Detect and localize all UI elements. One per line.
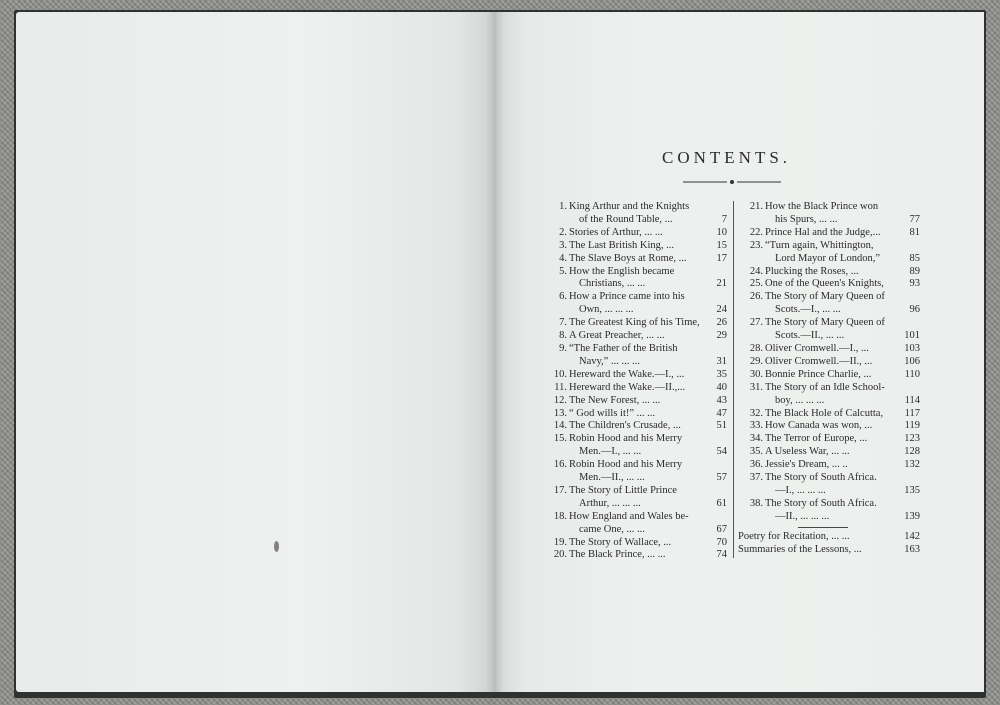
entry-page: 74 bbox=[716, 549, 727, 561]
entry-number: 27. bbox=[749, 317, 763, 329]
entry-line bbox=[765, 214, 920, 227]
entry-body bbox=[765, 382, 920, 408]
entry-body bbox=[765, 317, 920, 343]
entry-line bbox=[765, 485, 920, 498]
entry-line bbox=[569, 433, 727, 446]
entry-title: How Canada was won, ... bbox=[765, 420, 873, 432]
entry-line bbox=[569, 395, 727, 408]
contents-title: CONTENTS. bbox=[662, 148, 792, 167]
entry-body bbox=[569, 433, 727, 459]
entry-number: 25. bbox=[749, 278, 763, 290]
entry-body bbox=[765, 278, 920, 291]
entry-title: Men.—I., ... ... bbox=[579, 446, 642, 458]
entry-line bbox=[569, 459, 727, 472]
entry-number: 33. bbox=[749, 420, 763, 432]
toc-entry bbox=[738, 343, 920, 356]
toc-entry bbox=[738, 459, 920, 472]
entry-number: 5. bbox=[559, 265, 567, 277]
entry-page: 15 bbox=[716, 239, 727, 251]
entry-page: 26 bbox=[716, 317, 727, 329]
entry-line bbox=[569, 253, 727, 266]
entry-line bbox=[569, 317, 727, 330]
entry-line bbox=[765, 317, 920, 330]
entry-page: 70 bbox=[716, 536, 727, 548]
entry-number: 19. bbox=[553, 536, 567, 548]
entry-title: Robin Hood and his Merry bbox=[569, 433, 683, 445]
toc-entry bbox=[738, 408, 920, 421]
entry-number: 22. bbox=[749, 226, 763, 238]
toc-entry bbox=[738, 201, 920, 227]
entry-line bbox=[765, 201, 920, 214]
entry-line bbox=[569, 227, 727, 240]
entry-title: Robin Hood and his Merry bbox=[569, 459, 683, 471]
entry-body bbox=[765, 369, 920, 382]
entry-line bbox=[765, 253, 920, 266]
entry-page: 17 bbox=[716, 252, 727, 264]
entry-line bbox=[569, 330, 727, 343]
entry-line bbox=[765, 369, 920, 382]
ornament-divider bbox=[683, 178, 781, 186]
entry-page: 103 bbox=[904, 342, 920, 354]
entry-number: 35. bbox=[749, 446, 763, 458]
toc-entry bbox=[738, 240, 920, 266]
entry-body bbox=[765, 343, 920, 356]
entry-line bbox=[569, 420, 727, 433]
entry-page: 110 bbox=[904, 368, 920, 380]
entry-title: Oliver Cromwell.—II., ... bbox=[765, 355, 873, 367]
entry-number: 23. bbox=[749, 239, 763, 251]
entry-number: 10. bbox=[553, 368, 567, 380]
entry-line bbox=[569, 369, 727, 382]
entry-number: 4. bbox=[559, 252, 567, 264]
entry-body bbox=[765, 459, 920, 472]
entry-page bbox=[916, 317, 920, 330]
entry-line bbox=[569, 343, 727, 356]
entry-number: 28. bbox=[749, 342, 763, 354]
entry-body bbox=[765, 446, 920, 459]
entry-title: Own, ... ... ... bbox=[579, 304, 634, 316]
entry-title: The Story of Little Prince bbox=[569, 484, 677, 496]
entry-title: One of the Queen's Knights, bbox=[765, 278, 884, 290]
entry-body bbox=[569, 240, 727, 253]
entry-number: 3. bbox=[559, 239, 567, 251]
toc-entry bbox=[542, 317, 727, 330]
toc-entry bbox=[542, 537, 727, 550]
entry-line bbox=[569, 201, 727, 214]
book-spine bbox=[486, 12, 504, 692]
entry-number: 2. bbox=[559, 226, 567, 238]
toc-extra-entry bbox=[738, 531, 920, 544]
toc-entry bbox=[738, 472, 920, 498]
entry-body bbox=[569, 511, 727, 537]
entry-body bbox=[765, 408, 920, 421]
entry-line bbox=[569, 304, 727, 317]
entry-line bbox=[765, 382, 920, 395]
entry-line bbox=[765, 395, 920, 408]
entry-number: 30. bbox=[749, 368, 763, 380]
entry-line bbox=[569, 266, 727, 279]
entry-title: Men.—II., ... ... bbox=[579, 472, 645, 484]
entry-title: Plucking the Roses, ... bbox=[765, 265, 859, 277]
entry-body bbox=[569, 459, 727, 485]
entry-title: Lord Mayor of London,” bbox=[775, 252, 880, 264]
toc-extras bbox=[738, 531, 920, 557]
entry-title: “ God wills it!” ... ... bbox=[569, 407, 656, 419]
entry-line bbox=[569, 498, 727, 511]
entry-line bbox=[765, 343, 920, 356]
entry-page bbox=[916, 291, 920, 304]
entry-number: 31. bbox=[749, 381, 763, 393]
entry-title: The Story of Mary Queen of bbox=[765, 291, 885, 303]
entry-body bbox=[569, 420, 727, 433]
toc-entry bbox=[542, 382, 727, 395]
entry-page: 119 bbox=[904, 420, 920, 432]
toc-entry bbox=[542, 291, 727, 317]
entry-title: A Great Preacher, ... ... bbox=[569, 330, 665, 342]
entry-title: Scots.—II., ... ... bbox=[775, 330, 845, 342]
entry-page: 57 bbox=[716, 472, 727, 484]
entry-page: 132 bbox=[904, 459, 920, 471]
entry-line bbox=[569, 511, 727, 524]
toc-entry bbox=[542, 369, 727, 382]
entry-page: 54 bbox=[716, 446, 727, 458]
entry-title: How a Prince came into his bbox=[569, 291, 685, 303]
entry-page bbox=[916, 201, 920, 214]
entry-page: 43 bbox=[716, 394, 727, 406]
entry-line bbox=[569, 472, 727, 485]
entry-title: Christians, ... ... bbox=[579, 278, 646, 290]
entry-title: The Story of South Africa. bbox=[765, 472, 877, 484]
entry-page: 135 bbox=[904, 484, 920, 496]
entry-line bbox=[765, 446, 920, 459]
entry-title: Jessie's Dream, ... .. bbox=[765, 459, 848, 471]
entry-page bbox=[723, 343, 727, 356]
entry-title: —II., ... ... ... bbox=[775, 510, 830, 522]
entry-number: 14. bbox=[553, 420, 567, 432]
toc-entry bbox=[542, 201, 727, 227]
entry-number: 1. bbox=[559, 201, 567, 212]
entry-page: 7 bbox=[721, 213, 727, 225]
toc-entry bbox=[542, 420, 727, 433]
toc-entry bbox=[738, 291, 920, 317]
entry-line bbox=[765, 304, 920, 317]
entry-page: 24 bbox=[716, 304, 727, 316]
entry-line bbox=[569, 240, 727, 253]
entry-title: The Black Prince, ... ... bbox=[569, 549, 666, 561]
toc-entry bbox=[738, 498, 920, 524]
entry-body bbox=[569, 537, 727, 550]
entry-title: How the Black Prince won bbox=[765, 201, 879, 212]
entry-page: 31 bbox=[716, 355, 727, 367]
entry-line bbox=[765, 433, 920, 446]
entry-number: 21. bbox=[749, 201, 763, 212]
entry-body bbox=[765, 472, 920, 498]
entry-title: A Useless War, ... ... bbox=[765, 446, 850, 458]
entry-page: 29 bbox=[716, 330, 727, 342]
entry-title: The Story of Mary Queen of bbox=[765, 317, 885, 329]
entry-title: “Turn again, Whittington, bbox=[765, 239, 874, 251]
entry-page bbox=[723, 433, 727, 446]
entry-page: 85 bbox=[909, 252, 920, 264]
toc-entry bbox=[738, 317, 920, 343]
entry-line bbox=[569, 356, 727, 369]
entry-body bbox=[569, 343, 727, 369]
entry-page: 117 bbox=[904, 407, 920, 419]
entry-title: How England and Wales be- bbox=[569, 510, 689, 522]
entry-body bbox=[569, 549, 727, 562]
entry-title: boy, ... ... ... bbox=[775, 394, 825, 406]
entry-number: 24. bbox=[749, 265, 763, 277]
entry-title: Navy,” ... ... ... bbox=[579, 355, 640, 367]
entry-title: Prince Hal and the Judge,... bbox=[765, 226, 881, 238]
toc-entry bbox=[542, 433, 727, 459]
entry-body bbox=[569, 330, 727, 343]
entry-title: Summaries of the Lessons, ... bbox=[738, 543, 862, 555]
entry-page bbox=[723, 291, 727, 304]
toc-entry bbox=[738, 266, 920, 279]
entry-line bbox=[569, 278, 727, 291]
entry-title: —I., ... ... ... bbox=[775, 484, 826, 496]
entry-number: 8. bbox=[559, 330, 567, 342]
entry-page: 40 bbox=[716, 381, 727, 393]
toc-entry bbox=[542, 549, 727, 562]
entry-line bbox=[765, 330, 920, 343]
entry-line bbox=[569, 408, 727, 421]
entry-number: 15. bbox=[553, 433, 567, 445]
toc-entry bbox=[738, 446, 920, 459]
entry-line bbox=[569, 382, 727, 395]
entry-title: The Story of an Idle School- bbox=[765, 381, 885, 393]
entry-title: Stories of Arthur, ... ... bbox=[569, 226, 663, 238]
entry-body bbox=[765, 356, 920, 369]
entry-body bbox=[765, 433, 920, 446]
entry-page bbox=[723, 201, 727, 214]
entry-number: 16. bbox=[553, 459, 567, 471]
toc-entry bbox=[738, 278, 920, 291]
entry-body bbox=[765, 266, 920, 279]
entry-title: Oliver Cromwell.—I., ... bbox=[765, 342, 869, 354]
toc-entry bbox=[542, 459, 727, 485]
entry-page: 96 bbox=[909, 304, 920, 316]
entry-body bbox=[765, 227, 920, 240]
paper-stain bbox=[274, 541, 279, 552]
entry-number: 38. bbox=[749, 497, 763, 509]
entry-title: came One, ... ... bbox=[579, 523, 645, 535]
entry-line bbox=[765, 459, 920, 472]
entry-line bbox=[765, 266, 920, 279]
entry-body bbox=[765, 291, 920, 317]
entry-body bbox=[569, 291, 727, 317]
entry-body bbox=[569, 369, 727, 382]
entry-page bbox=[916, 240, 920, 253]
entry-page: 142 bbox=[904, 530, 920, 542]
entry-body bbox=[569, 395, 727, 408]
entry-line bbox=[765, 472, 920, 485]
entry-body bbox=[569, 253, 727, 266]
entry-line bbox=[765, 420, 920, 433]
entry-page: 89 bbox=[909, 265, 920, 277]
column-divider bbox=[733, 201, 734, 558]
entry-title: The Slave Boys at Rome, ... bbox=[569, 252, 687, 264]
entry-page bbox=[916, 382, 920, 395]
entry-number: 26. bbox=[749, 291, 763, 303]
toc-right-entries bbox=[738, 201, 920, 524]
entry-number: 36. bbox=[749, 459, 763, 471]
entry-page: 101 bbox=[904, 330, 920, 342]
entry-page: 81 bbox=[909, 226, 920, 238]
entry-title: Hereward the Wake.—I., ... bbox=[569, 368, 685, 380]
section-rule bbox=[798, 527, 848, 528]
entry-number: 37. bbox=[749, 472, 763, 484]
entry-title: The Story of Wallace, ... bbox=[569, 536, 672, 548]
toc-entry bbox=[542, 253, 727, 266]
entry-title: Poetry for Recitation, ... ... bbox=[738, 530, 850, 542]
entry-page bbox=[916, 472, 920, 485]
entry-title: The Story of South Africa. bbox=[765, 497, 877, 509]
entry-number: 17. bbox=[553, 484, 567, 496]
entry-number: 20. bbox=[553, 549, 567, 561]
entry-page bbox=[723, 459, 727, 472]
entry-line bbox=[569, 485, 727, 498]
entry-body bbox=[765, 420, 920, 433]
entry-page bbox=[723, 511, 727, 524]
toc-entry bbox=[738, 356, 920, 369]
entry-number: 32. bbox=[749, 407, 763, 419]
entry-title: The Children's Crusade, ... bbox=[569, 420, 681, 432]
entry-line bbox=[569, 524, 727, 537]
entry-page: 163 bbox=[904, 543, 920, 555]
entry-page: 35 bbox=[716, 368, 727, 380]
entry-page: 114 bbox=[904, 394, 920, 406]
entry-page: 77 bbox=[909, 213, 920, 225]
entry-body bbox=[569, 227, 727, 240]
entry-line bbox=[765, 291, 920, 304]
entry-body bbox=[569, 485, 727, 511]
entry-page: 123 bbox=[904, 433, 920, 445]
entry-number: 29. bbox=[749, 355, 763, 367]
toc-entry bbox=[542, 408, 727, 421]
entry-line bbox=[765, 498, 920, 511]
entry-title: How the English became bbox=[569, 265, 675, 277]
entry-line bbox=[569, 214, 727, 227]
entry-body bbox=[569, 201, 727, 227]
entry-page bbox=[723, 485, 727, 498]
entry-page: 67 bbox=[716, 523, 727, 535]
entry-title: Bonnie Prince Charlie, ... bbox=[765, 368, 872, 380]
entry-title: Arthur, ... ... ... bbox=[579, 497, 641, 509]
toc-left-column bbox=[542, 201, 727, 562]
entry-line bbox=[765, 227, 920, 240]
entry-title: The Black Hole of Calcutta, bbox=[765, 407, 884, 419]
entry-number: 11. bbox=[554, 381, 567, 393]
toc-entry bbox=[738, 420, 920, 433]
entry-line bbox=[765, 356, 920, 369]
entry-page bbox=[723, 266, 727, 279]
entry-line bbox=[765, 408, 920, 421]
entry-body bbox=[569, 408, 727, 421]
entry-page bbox=[916, 498, 920, 511]
toc-entry bbox=[542, 266, 727, 292]
entry-line bbox=[569, 537, 727, 550]
entry-body bbox=[765, 201, 920, 227]
entry-page: 106 bbox=[904, 355, 920, 367]
toc-entry bbox=[542, 395, 727, 408]
toc-entry bbox=[738, 433, 920, 446]
toc-entry bbox=[542, 227, 727, 240]
toc-entry bbox=[542, 485, 727, 511]
entry-body bbox=[765, 240, 920, 266]
entry-page: 47 bbox=[716, 407, 727, 419]
entry-title: The Terror of Europe, ... bbox=[765, 433, 868, 445]
entry-number: 13. bbox=[553, 407, 567, 419]
entry-page: 61 bbox=[716, 497, 727, 509]
entry-body bbox=[569, 317, 727, 330]
toc-entry bbox=[542, 240, 727, 253]
entry-title: “The Father of the British bbox=[569, 342, 678, 354]
entry-title: The New Forest, ... ... bbox=[569, 394, 661, 406]
entry-number: 18. bbox=[553, 510, 567, 522]
entry-number: 9. bbox=[559, 342, 567, 354]
toc-entry bbox=[542, 343, 727, 369]
entry-page: 21 bbox=[716, 278, 727, 290]
entry-page: 93 bbox=[909, 278, 920, 290]
entry-line bbox=[569, 446, 727, 459]
entry-title: Hereward the Wake.—II.,... bbox=[569, 381, 686, 393]
entry-line bbox=[765, 240, 920, 253]
entry-title: of the Round Table, ... bbox=[579, 213, 673, 225]
entry-page: 10 bbox=[716, 226, 727, 238]
entry-title: his Spurs, ... ... bbox=[775, 213, 838, 225]
left-page bbox=[16, 12, 496, 692]
entry-body bbox=[765, 498, 920, 524]
toc-entry bbox=[542, 330, 727, 343]
entry-page: 51 bbox=[716, 420, 727, 432]
toc-entry bbox=[738, 382, 920, 408]
entry-title: The Last British King, ... bbox=[569, 239, 674, 251]
entry-number: 7. bbox=[559, 317, 567, 329]
entry-line bbox=[765, 511, 920, 524]
entry-number: 6. bbox=[559, 291, 567, 303]
entry-number: 12. bbox=[553, 394, 567, 406]
entry-page: 128 bbox=[904, 446, 920, 458]
entry-title: King Arthur and the Knights bbox=[569, 201, 690, 212]
entry-title: The Greatest King of his Time, bbox=[569, 317, 700, 329]
toc-entry bbox=[738, 227, 920, 240]
toc-entry bbox=[738, 369, 920, 382]
entry-body bbox=[569, 382, 727, 395]
entry-line bbox=[569, 291, 727, 304]
entry-number: 34. bbox=[749, 433, 763, 445]
toc-extra-entry bbox=[738, 544, 920, 557]
entry-line bbox=[765, 278, 920, 291]
toc-right-column bbox=[738, 201, 920, 556]
toc-entry bbox=[542, 511, 727, 537]
entry-line bbox=[569, 549, 727, 562]
entry-title: Scots.—I., ... ... bbox=[775, 304, 841, 316]
entry-page: 139 bbox=[904, 510, 920, 522]
entry-body bbox=[569, 266, 727, 292]
